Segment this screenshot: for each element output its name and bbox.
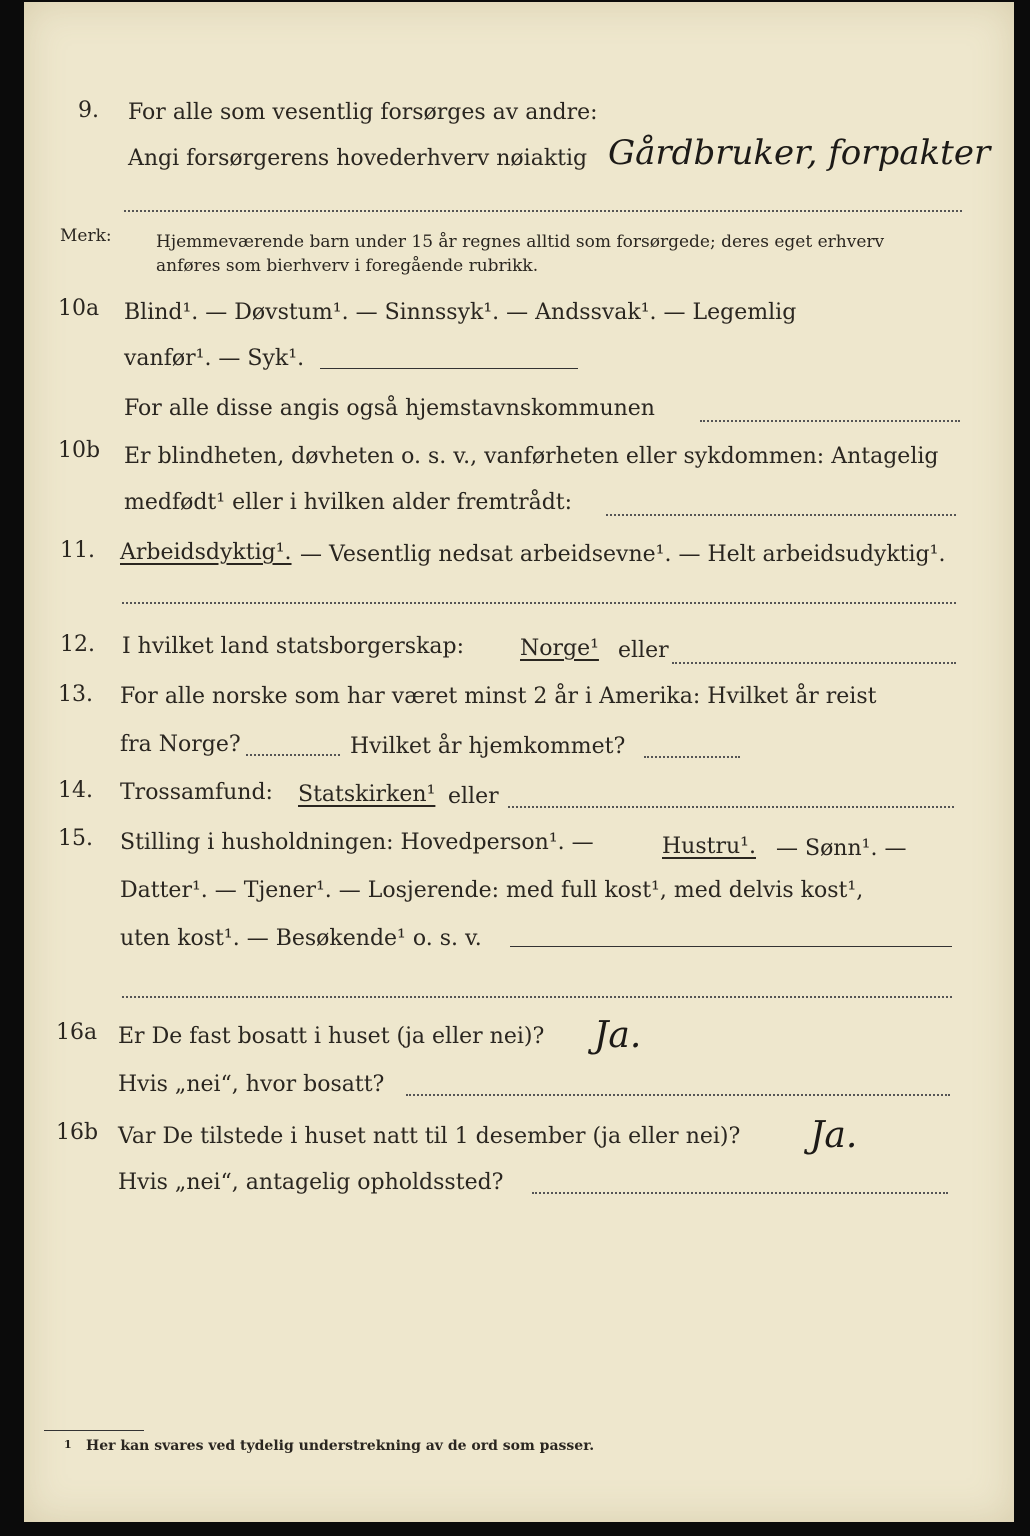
q13-year-left-line bbox=[246, 754, 340, 756]
q15-line2: Datter¹. — Tjener¹. — Losjerende: med full kost¹, med delvis kost¹, bbox=[120, 878, 864, 903]
q12-answer-line bbox=[672, 662, 956, 664]
q12-number: 12. bbox=[60, 632, 95, 657]
merk-line2: anføres som bierhverv i foregående rubrikk. bbox=[156, 256, 539, 276]
q11-rest: — Vesentlig nedsat arbeidsevne¹. — Helt arbeidsudyktig¹. bbox=[300, 542, 946, 567]
q11-answer-line bbox=[122, 602, 956, 604]
q12-option-norge: Norge¹ bbox=[520, 636, 599, 661]
q16a-line1: Er De fast bosatt i huset (ja eller nei)? bbox=[118, 1024, 545, 1049]
footnote-rule bbox=[44, 1430, 144, 1431]
merk-line1: Hjemmeværende barn under 15 år regnes alltid som forsørgede; deres eget erhverv bbox=[156, 232, 885, 252]
q15-option-hustru: Hustru¹. bbox=[662, 834, 756, 859]
q16b-line2: Hvis „nei“, antagelig opholdssted? bbox=[118, 1170, 504, 1195]
q10a-number: 10a bbox=[58, 296, 100, 321]
q15-line1a: Stilling i husholdningen: Hovedperson¹. — bbox=[120, 830, 594, 855]
q16a-number: 16a bbox=[56, 1020, 98, 1045]
q10a-hometown-line bbox=[700, 420, 960, 422]
q10a-line1: Blind¹. — Døvstum¹. — Sinnssyk¹. — Andssvak¹. — Legemlig bbox=[124, 300, 797, 325]
q16a-answer-line bbox=[406, 1094, 950, 1096]
q11-number: 11. bbox=[60, 538, 95, 563]
q9-number: 9. bbox=[78, 98, 99, 123]
q16a-handwritten-answer: Ja. bbox=[594, 1015, 642, 1056]
q10a-line3: For alle disse angis også hjemstavnskommunen bbox=[124, 396, 655, 421]
q13-line1: For alle norske som har været minst 2 år i Amerika: Hvilket år reist bbox=[120, 684, 877, 709]
q13-line2a: fra Norge? bbox=[120, 732, 241, 757]
q15-number: 15. bbox=[58, 826, 93, 851]
q16b-number: 16b bbox=[56, 1120, 99, 1145]
q11-option-arbeidsdyktig: Arbeidsdyktig¹. bbox=[120, 540, 292, 565]
q12-prefix: I hvilket land statsborgerskap: bbox=[122, 634, 465, 659]
q14-suffix: eller bbox=[448, 784, 499, 809]
q16b-handwritten-answer: Ja. bbox=[810, 1115, 858, 1156]
q14-answer-line bbox=[508, 806, 954, 808]
q13-number: 13. bbox=[58, 682, 93, 707]
q10b-answer-line bbox=[606, 514, 956, 516]
q10b-number: 10b bbox=[58, 438, 101, 463]
q14-number: 14. bbox=[58, 778, 93, 803]
q15-line1b: — Sønn¹. — bbox=[776, 836, 907, 861]
footnote-mark: 1 bbox=[64, 1438, 72, 1451]
q14-prefix: Trossamfund: bbox=[120, 780, 273, 805]
q15-line3: uten kost¹. — Besøkende¹ o. s. v. bbox=[120, 926, 482, 951]
census-form-page bbox=[24, 2, 1014, 1522]
q9-handwritten-answer: Gårdbruker, forpakter bbox=[608, 133, 991, 173]
merk-label: Merk: bbox=[60, 226, 112, 246]
q10b-line1: Er blindheten, døvheten o. s. v., vanførheten eller sykdommen: Antagelig bbox=[124, 444, 939, 469]
q13-line2b: Hvilket år hjemkommet? bbox=[350, 734, 626, 759]
q12-suffix: eller bbox=[618, 638, 669, 663]
q10b-line2: medfødt¹ eller i hvilken alder fremtrådt: bbox=[124, 490, 573, 515]
q16b-answer-line bbox=[532, 1192, 948, 1194]
q10a-answer-line bbox=[320, 368, 578, 369]
q9-answer-line bbox=[124, 210, 962, 212]
q16b-line1: Var De tilstede i huset natt til 1 desember (ja eller nei)? bbox=[118, 1124, 741, 1149]
q16a-line2: Hvis „nei“, hvor bosatt? bbox=[118, 1072, 385, 1097]
q14-option-statskirken: Statskirken¹ bbox=[298, 782, 436, 807]
q15-answer-line bbox=[510, 946, 952, 947]
q15-extra-line bbox=[122, 996, 952, 998]
q9-line1: For alle som vesentlig forsørges av andre: bbox=[128, 100, 598, 125]
q9-line2: Angi forsørgerens hovederhverv nøiaktig bbox=[128, 146, 588, 171]
q10a-line2: vanfør¹. — Syk¹. bbox=[124, 346, 305, 371]
q13-year-returned-line bbox=[644, 756, 740, 758]
footnote-text: Her kan svares ved tydelig understrekning av de ord som passer. bbox=[86, 1438, 595, 1454]
